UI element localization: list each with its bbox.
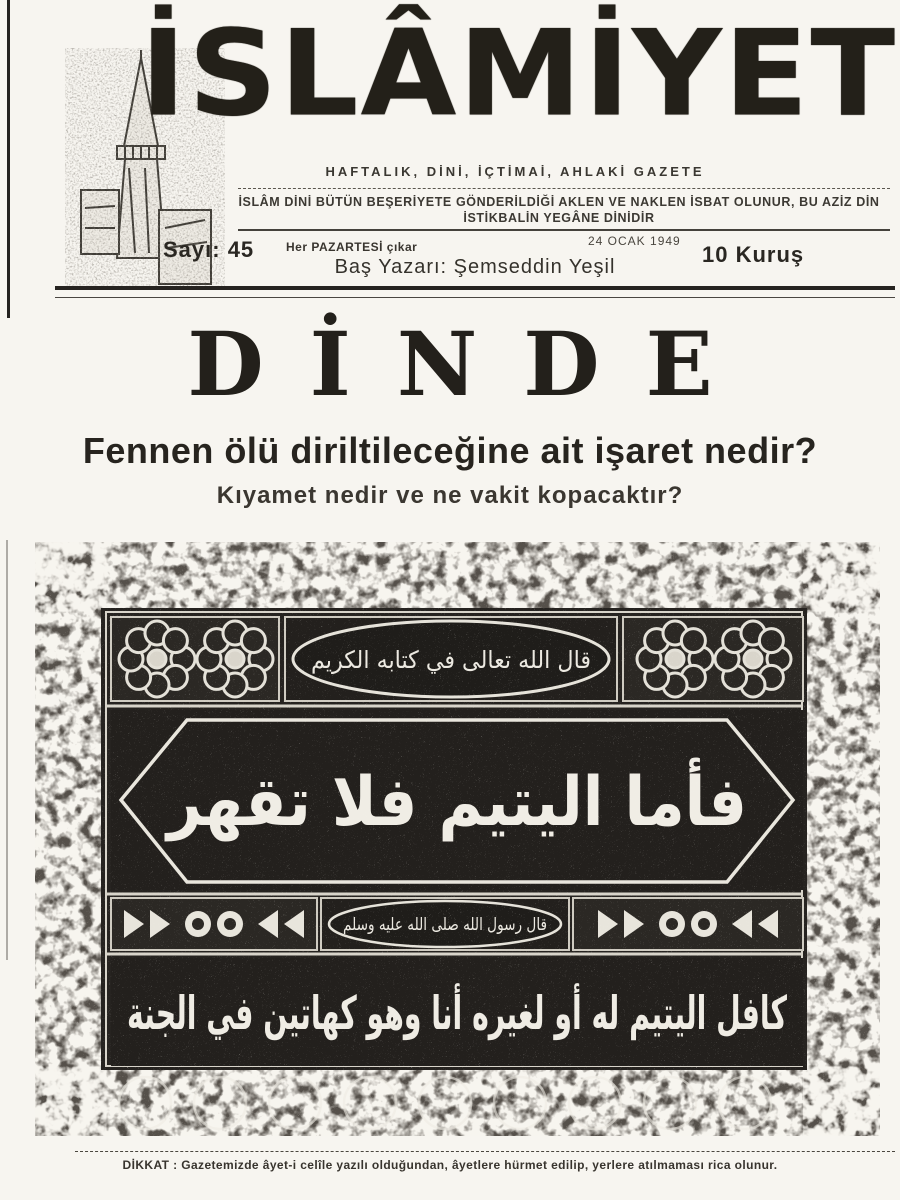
footer-divider: [75, 1151, 895, 1152]
masthead-divider-dashed: [238, 188, 890, 189]
motto-line-1: İSLÂM DİNİ BÜTÜN BEŞERİYETE GÖNDERİLDİĞİ AKLEN VE NAKLEN İSBAT OLUNUR, BU AZİZ DİN: [238, 195, 880, 209]
headline-secondary: Kıyamet nedir ve ne vakit kopacaktır?: [216, 482, 684, 509]
engraving-grain-overlay: [35, 542, 880, 1136]
price: 10 Kuruş: [702, 242, 805, 267]
footer-notice: DİKKAT : Gazetemizde âyet-i celîle yazılı olduğundan, âyetlere hürmet edilip, yerlere atılmaması rica olunur.: [122, 1158, 778, 1172]
masthead-motto: [228, 194, 890, 226]
headline-main: Fennen ölü diriltileceğine ait işaret nedir?: [82, 430, 818, 471]
newspaper-subtitle: HAFTALIK, DİNİ, İÇTİMAİ, AHLAKİ GAZETE: [325, 164, 705, 179]
issue-number: Sayı: 45: [163, 237, 255, 262]
publication-date: 24 OCAK 1949: [588, 234, 681, 248]
newspaper-title: İSLÂMİYET: [140, 4, 898, 144]
motto-line-2: İSTİKBALİN YEGÂNE DİNİDİR: [463, 211, 655, 225]
publication-frequency: Her PAZARTESİ çıkar: [286, 240, 418, 254]
masthead-bottom-rule: [55, 286, 895, 298]
masthead: [0, 0, 900, 296]
masthead-divider-thin: [238, 229, 890, 231]
calligraphy-panel: [35, 542, 880, 1136]
headline-kicker: DİNDE: [187, 312, 759, 416]
chief-editor: Baş Yazarı: Şemseddin Yeşil: [334, 256, 616, 278]
scan-edge-line-faint: [6, 540, 8, 960]
